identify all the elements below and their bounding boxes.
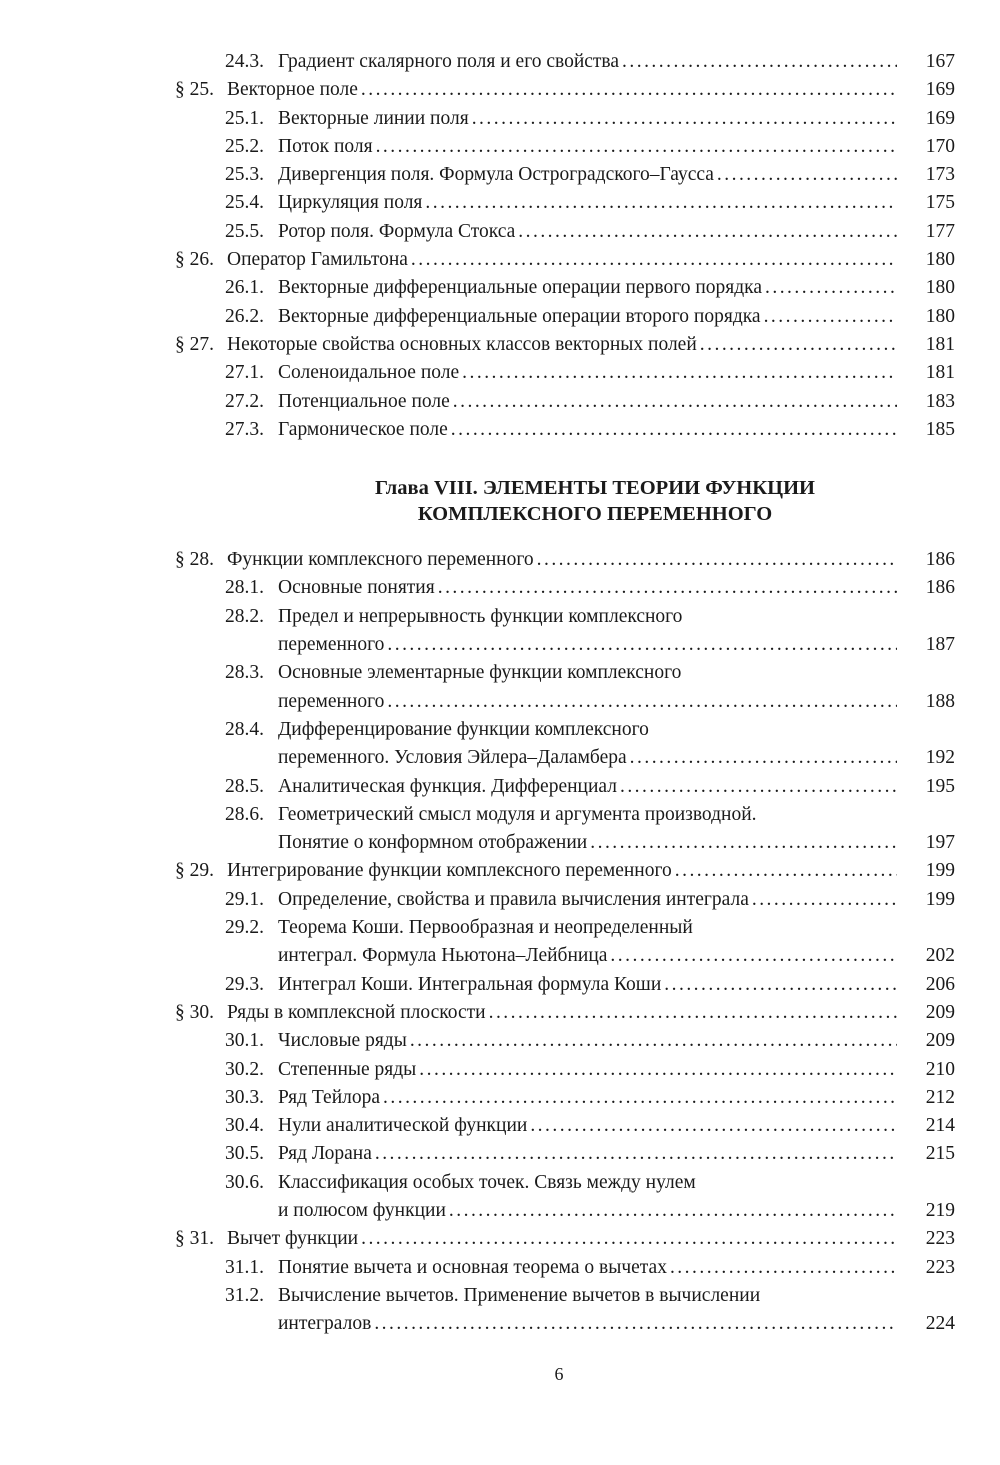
dot-leader (422, 189, 897, 217)
entry-page: 181 (925, 333, 955, 355)
entry-line (175, 716, 955, 744)
table-of-contents (175, 48, 955, 1338)
entry-number: § 26. (175, 249, 214, 271)
entry-line (175, 218, 955, 246)
entry-line (175, 1140, 955, 1168)
entry-title: Геометрический смысл модуля и аргумента производной. (278, 803, 757, 825)
entry-number: 31.1. (225, 1256, 264, 1278)
entry-number: 25.1. (225, 107, 264, 129)
entry-line (175, 1197, 955, 1225)
entry-title: Ротор поля. Формула Стокса (278, 220, 516, 242)
entry-title: Ряд Лорана (278, 1143, 372, 1165)
toc-subsection (175, 1169, 955, 1226)
dot-leader (619, 48, 897, 76)
entry-page: 202 (925, 945, 955, 967)
entry-title: Вычет функции (227, 1228, 359, 1250)
entry-line (175, 303, 955, 331)
dot-leader (672, 857, 897, 885)
dot-leader (450, 388, 897, 416)
chapter-heading-line: Глава VIII. ЭЛЕМЕНТЫ ТЕОРИИ ФУНКЦИИ (375, 477, 815, 500)
dot-leader (515, 218, 897, 246)
entry-page: 181 (925, 362, 955, 384)
entry-line (175, 688, 955, 716)
entry-page: 223 (925, 1256, 955, 1278)
toc-subsection (175, 1254, 955, 1282)
entry-number: 27.1. (225, 362, 264, 384)
entry-title: Определение, свойства и правила вычисления интеграла (278, 888, 749, 910)
dot-leader (697, 331, 897, 359)
toc-section (175, 1225, 955, 1253)
toc-subsection (175, 1084, 955, 1112)
entry-line (175, 161, 955, 189)
entry-number: 30.5. (225, 1143, 264, 1165)
entry-page: 180 (925, 277, 955, 299)
toc-subsection (175, 1056, 955, 1084)
toc-subsection (175, 48, 955, 76)
entry-title: Интеграл Коши. Интегральная формула Коши (278, 973, 662, 995)
entry-number: 27.2. (225, 390, 264, 412)
toc-subsection (175, 388, 955, 416)
entry-line (175, 999, 955, 1027)
entry-line (175, 659, 955, 687)
entry-line (175, 603, 955, 631)
entry-number: 30.2. (225, 1058, 264, 1080)
entry-title: Оператор Гамильтона (227, 249, 408, 271)
entry-number: 24.3. (225, 51, 264, 72)
entry-page: 210 (925, 1058, 955, 1080)
toc-subsection (175, 1282, 955, 1339)
entry-title: Поток поля (278, 135, 373, 157)
chapter-heading (175, 475, 955, 527)
toc-section (175, 331, 955, 359)
dot-leader (435, 574, 897, 602)
dot-leader (762, 274, 897, 302)
entry-title: интеграл. Формула Ньютона–Лейбница (278, 945, 608, 967)
entry-line (175, 1254, 955, 1282)
entry-page: 206 (925, 973, 955, 995)
toc-subsection (175, 1140, 955, 1168)
entry-page: 180 (925, 249, 955, 271)
entry-page: 183 (925, 390, 955, 412)
entry-number: 25.4. (225, 192, 264, 214)
toc-subsection (175, 1027, 955, 1055)
toc-section (175, 546, 955, 574)
entry-line (175, 914, 955, 942)
entry-line (175, 388, 955, 416)
dot-leader (358, 1225, 897, 1253)
entry-page: 177 (925, 220, 955, 242)
dot-leader (459, 359, 897, 387)
entry-line (175, 105, 955, 133)
entry-page: 169 (925, 107, 955, 129)
entry-title: Ряд Тейлора (278, 1086, 381, 1108)
entry-page: 175 (925, 192, 955, 214)
dot-leader (661, 971, 897, 999)
dot-leader (380, 1084, 897, 1112)
dot-leader (372, 1140, 897, 1168)
dot-leader (373, 133, 897, 161)
entry-line (175, 971, 955, 999)
entry-line (175, 942, 955, 970)
entry-title: Основные элементарные функции комплексного (278, 662, 682, 684)
entry-page: 223 (925, 1228, 955, 1250)
entry-title: Ряды в комплексной плоскости (227, 1001, 486, 1023)
toc-subsection (175, 659, 955, 716)
entry-title: Числовые ряды (278, 1030, 407, 1052)
entry-title: Дивергенция поля. Формула Остроградского–Гаусса (278, 164, 714, 186)
entry-page: 212 (925, 1086, 955, 1108)
dot-leader (534, 546, 897, 574)
entry-title: Понятие вычета и основная теорема о вычетах (278, 1256, 667, 1278)
entry-page: 224 (925, 1313, 955, 1335)
entry-line (175, 829, 955, 857)
entry-line (175, 546, 955, 574)
entry-title: Аналитическая функция. Дифференциал (278, 775, 617, 797)
page-number: 6 (554, 1364, 564, 1384)
entry-title: Гармоническое поле (278, 418, 448, 440)
toc-subsection (175, 274, 955, 302)
entry-line (175, 744, 955, 772)
entry-number: 29.1. (225, 888, 264, 910)
entry-title: Градиент скалярного поля и его свойства (278, 51, 620, 72)
toc-subsection (175, 801, 955, 858)
entry-line (175, 48, 955, 76)
dot-leader (446, 1197, 897, 1225)
entry-number: 25.5. (225, 220, 264, 242)
entry-title: Нули аналитической функции (278, 1115, 528, 1137)
entry-title: Потенциальное поле (278, 390, 450, 412)
entry-page: 187 (925, 634, 955, 656)
entry-page: 192 (925, 747, 955, 769)
entry-page: 199 (925, 860, 955, 882)
entry-line (175, 1310, 955, 1338)
entry-title: переменного. Условия Эйлера–Даламбера (278, 747, 627, 769)
entry-page: 186 (925, 577, 955, 599)
chapter-heading-line: КОМПЛЕКСНОГО ПЕРЕМЕННОГО (417, 503, 773, 526)
toc-subsection (175, 161, 955, 189)
entry-title: Некоторые свойства основных классов векторных полей (227, 333, 697, 355)
entry-line (175, 189, 955, 217)
toc-subsection (175, 574, 955, 602)
dot-leader (607, 942, 897, 970)
entry-title: Классификация особых точек. Связь между нулем (278, 1171, 696, 1193)
toc-subsection (175, 1112, 955, 1140)
entry-title: Циркуляция поля (278, 192, 423, 214)
entry-page: 209 (925, 1030, 955, 1052)
toc-subsection (175, 773, 955, 801)
entry-number: § 29. (175, 860, 214, 882)
toc-section (175, 76, 955, 104)
entry-line (175, 574, 955, 602)
entry-title: интегралов (278, 1313, 372, 1335)
entry-line (175, 1112, 955, 1140)
dot-leader (407, 1027, 897, 1055)
entry-title: переменного (278, 690, 385, 712)
entry-page: 169 (925, 79, 955, 101)
entry-number: 30.6. (225, 1171, 264, 1193)
dot-leader (448, 416, 897, 444)
entry-title: Векторные дифференциальные операции второго порядка (278, 305, 761, 327)
toc-subsection (175, 886, 955, 914)
dot-leader (416, 1056, 897, 1084)
entry-line (175, 416, 955, 444)
entry-page: 180 (925, 305, 955, 327)
entry-number: § 25. (175, 79, 214, 101)
entry-page: 173 (925, 164, 955, 186)
entry-title: Основные понятия (278, 577, 435, 599)
entry-number: 28.4. (225, 718, 264, 740)
entry-number: § 30. (175, 1001, 214, 1023)
dot-leader (587, 829, 897, 857)
entry-number: 30.4. (225, 1115, 264, 1137)
entry-number: 29.2. (225, 917, 264, 939)
entry-page: 197 (925, 832, 955, 854)
entry-line (175, 1084, 955, 1112)
entry-title: Векторные линии поля (278, 107, 469, 129)
dot-leader (358, 76, 897, 104)
entry-line (175, 631, 955, 659)
toc-subsection (175, 603, 955, 660)
entry-number: 26.1. (225, 277, 264, 299)
entry-page: 186 (925, 549, 955, 571)
toc-subsection (175, 105, 955, 133)
entry-page: 170 (925, 135, 955, 157)
toc-subsection (175, 303, 955, 331)
entry-title: Степенные ряды (278, 1058, 417, 1080)
entry-line (175, 1169, 955, 1197)
entry-title: Функции комплексного переменного (227, 549, 534, 571)
dot-leader (384, 688, 897, 716)
entry-line (175, 246, 955, 274)
entry-title: Соленоидальное поле (278, 362, 460, 384)
entry-page: 219 (925, 1199, 955, 1221)
entry-line (175, 857, 955, 885)
entry-number: 28.3. (225, 662, 264, 684)
entry-number: § 27. (175, 333, 214, 355)
dot-leader (617, 773, 897, 801)
entry-title: Понятие о конформном отображении (278, 832, 588, 854)
entry-number: 25.3. (225, 164, 264, 186)
entry-title: Дифференцирование функции комплексного (278, 718, 649, 740)
entry-number: 29.3. (225, 973, 264, 995)
entry-line (175, 773, 955, 801)
dot-leader (527, 1112, 897, 1140)
entry-title: и полюсом функции (278, 1199, 446, 1221)
entry-number: 28.2. (225, 605, 264, 627)
entry-title: Теорема Коши. Первообразная и неопределенный (278, 917, 693, 939)
entry-page: 209 (925, 1001, 955, 1023)
entry-line (175, 886, 955, 914)
dot-leader (371, 1310, 897, 1338)
entry-title: Вычисление вычетов. Применение вычетов в вычислении (278, 1284, 761, 1306)
entry-number: § 28. (175, 549, 214, 571)
entry-line (175, 76, 955, 104)
entry-line (175, 801, 955, 829)
dot-leader (384, 631, 897, 659)
entry-page: 167 (925, 51, 955, 72)
dot-leader (408, 246, 897, 274)
dot-leader (667, 1254, 897, 1282)
entry-page: 215 (925, 1143, 955, 1165)
entry-title: Векторные дифференциальные операции первого порядка (278, 277, 762, 299)
entry-number: 30.3. (225, 1086, 264, 1108)
toc-subsection (175, 971, 955, 999)
toc-subsection (175, 416, 955, 444)
dot-leader (761, 303, 897, 331)
entry-page: 185 (925, 418, 955, 440)
entry-number: 27.3. (225, 418, 264, 440)
dot-leader (627, 744, 897, 772)
toc-subsection (175, 189, 955, 217)
toc-section (175, 857, 955, 885)
toc-section (175, 999, 955, 1027)
toc-subsection (175, 914, 955, 971)
entry-line (175, 331, 955, 359)
toc-subsection (175, 218, 955, 246)
toc-subsection (175, 716, 955, 773)
entry-line (175, 1282, 955, 1310)
entry-number: 30.1. (225, 1030, 264, 1052)
entry-title: Предел и непрерывность функции комплексного (278, 605, 683, 627)
entry-line (175, 1056, 955, 1084)
entry-number: 28.1. (225, 577, 264, 599)
toc-section (175, 246, 955, 274)
entry-number: 26.2. (225, 305, 264, 327)
entry-title: Векторное поле (227, 79, 358, 101)
entry-number: § 31. (175, 1228, 214, 1250)
entry-page: 195 (925, 775, 955, 797)
dot-leader (469, 105, 897, 133)
entry-page: 188 (925, 690, 955, 712)
entry-number: 28.6. (225, 803, 264, 825)
dot-leader (714, 161, 897, 189)
entry-page: 214 (925, 1115, 955, 1137)
entry-title: переменного (278, 634, 385, 656)
dot-leader (486, 999, 897, 1027)
toc-subsection (175, 133, 955, 161)
entry-line (175, 1027, 955, 1055)
entry-number: 31.2. (225, 1284, 264, 1306)
entry-number: 25.2. (225, 135, 264, 157)
dot-leader (749, 886, 897, 914)
entry-page: 199 (925, 888, 955, 910)
entry-title: Интегрирование функции комплексного переменного (227, 860, 672, 882)
entry-number: 28.5. (225, 775, 264, 797)
entry-line (175, 359, 955, 387)
entry-line (175, 1225, 955, 1253)
entry-line (175, 274, 955, 302)
toc-subsection (175, 359, 955, 387)
entry-line (175, 133, 955, 161)
